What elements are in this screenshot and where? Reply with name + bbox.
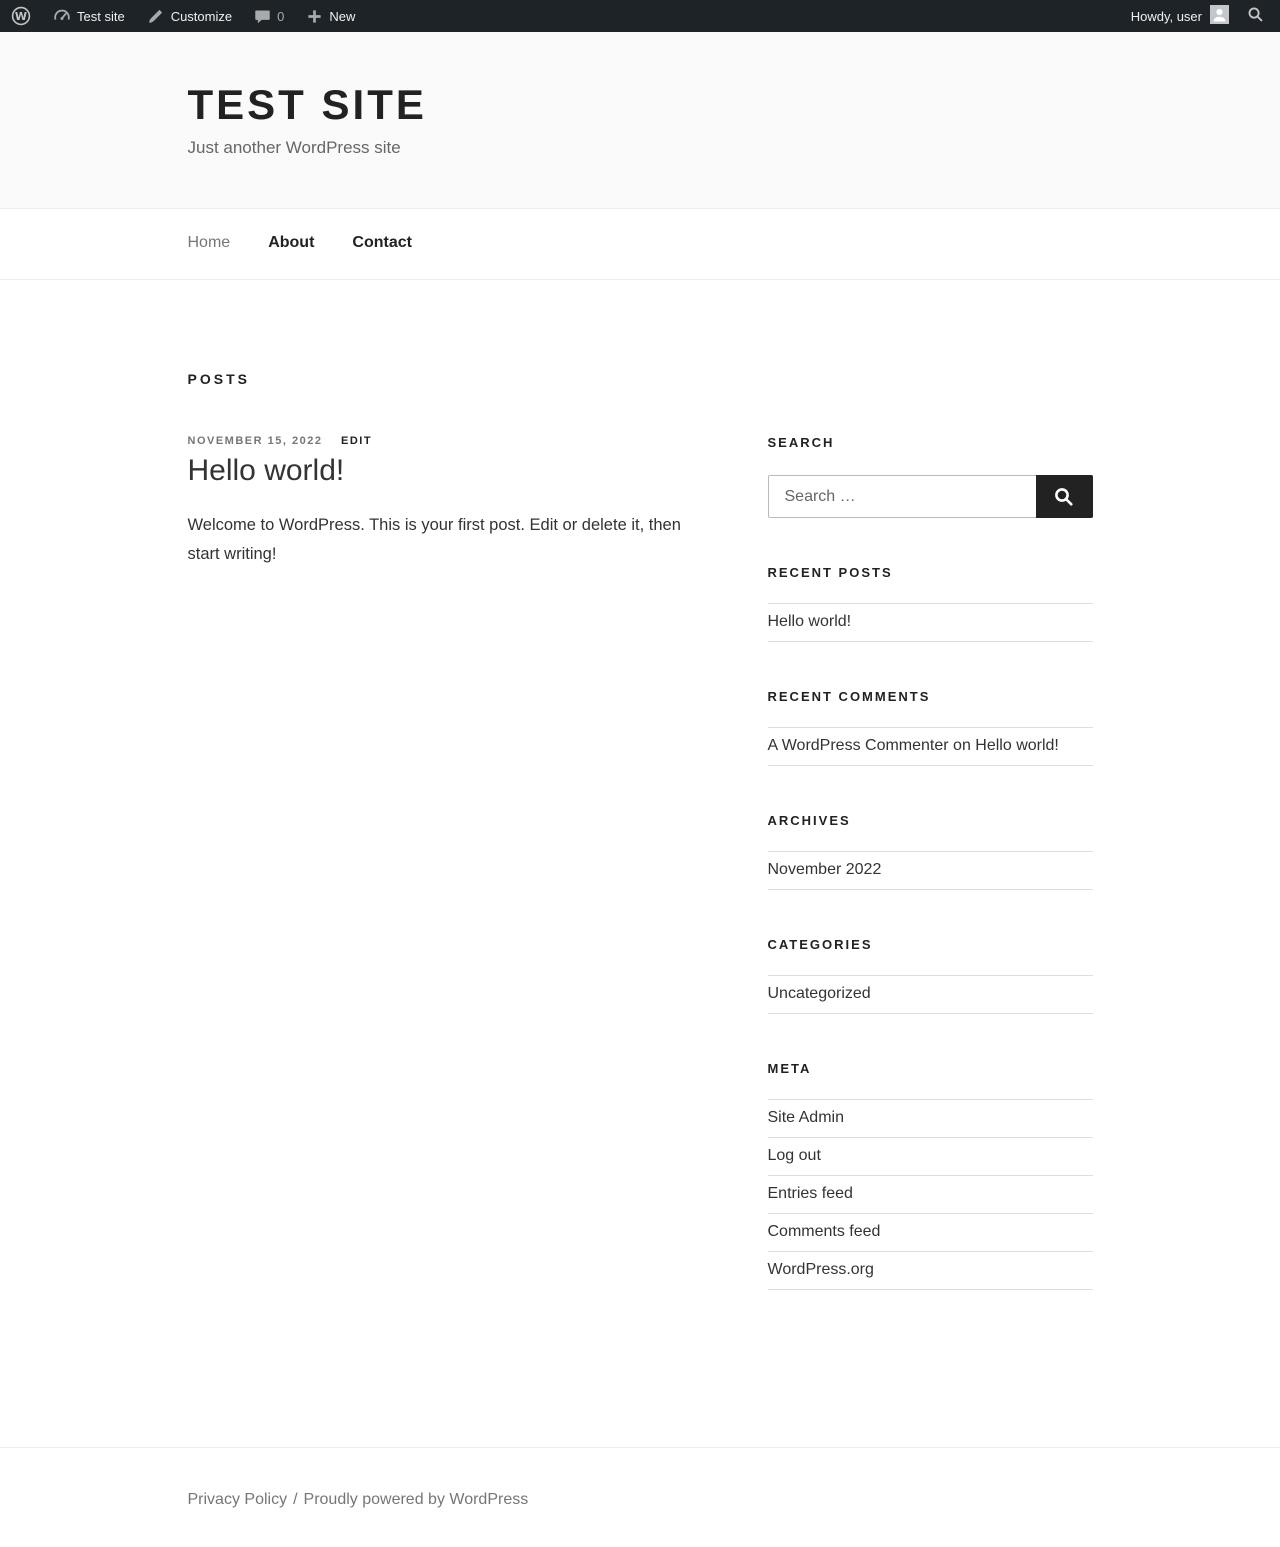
- comments-feed-link[interactable]: Comments feed: [767, 1223, 881, 1241]
- dashboard-gauge-icon: [53, 7, 71, 25]
- comment-bubble-icon: [254, 8, 271, 25]
- sidebar: [768, 435, 1093, 1337]
- search-submit-button[interactable]: [1036, 475, 1093, 518]
- list-item[interactable]: [768, 1176, 1093, 1214]
- comment-connector: on: [948, 737, 976, 755]
- list-item[interactable]: [768, 1138, 1093, 1176]
- categories-list: [768, 975, 1093, 1014]
- admin-bar-customize[interactable]: [136, 0, 243, 32]
- search-form: [768, 475, 1093, 518]
- footer-text: [188, 1491, 1093, 1509]
- site-header: [0, 32, 1280, 208]
- site-tagline: Just another WordPress site: [187, 138, 401, 158]
- admin-bar-site-name[interactable]: [42, 0, 136, 32]
- nav-link-contact[interactable]: Contact: [352, 234, 412, 252]
- site-title[interactable]: TEST SITE: [187, 81, 427, 128]
- post-date-link[interactable]: NOVEMBER 15, 2022: [187, 435, 323, 448]
- howdy-label: Howdy, user: [1130, 8, 1202, 24]
- site-content: [0, 280, 1280, 1447]
- nav-link-home[interactable]: Home: [187, 234, 231, 252]
- admin-bar: [0, 0, 1280, 32]
- archives-list: [768, 851, 1093, 890]
- site-admin-link[interactable]: Site Admin: [767, 1109, 844, 1127]
- post-meta: [188, 435, 701, 447]
- svg-text:W: W: [14, 10, 28, 23]
- admin-bar-left: [0, 0, 366, 32]
- recent-comments-widget: [768, 689, 1093, 766]
- nav-item-home[interactable]: [188, 234, 231, 252]
- log-out-link[interactable]: Log out: [767, 1147, 821, 1165]
- list-item[interactable]: [768, 1252, 1093, 1290]
- paintbrush-icon: [147, 7, 165, 25]
- nav-link-about[interactable]: About: [268, 234, 315, 252]
- powered-by-link[interactable]: Proudly powered by WordPress: [303, 1491, 529, 1509]
- customize-label: Customize: [170, 8, 233, 24]
- recent-comments-list: [768, 727, 1093, 766]
- wordpress-org-link[interactable]: WordPress.org: [767, 1261, 874, 1279]
- archives-widget: [768, 813, 1093, 890]
- archives-title: ARCHIVES: [767, 813, 851, 829]
- admin-search-icon: [1247, 6, 1264, 26]
- comment-author-link[interactable]: A WordPress Commenter: [767, 737, 949, 755]
- site-name-label: Test site: [77, 8, 125, 24]
- recent-comments-title: RECENT COMMENTS: [767, 689, 931, 705]
- list-item[interactable]: [768, 852, 1093, 890]
- nav-menu: [188, 209, 1093, 279]
- footer-separator: /: [293, 1491, 298, 1509]
- meta-title: META: [767, 1061, 812, 1077]
- wordpress-logo-menu[interactable]: [0, 0, 42, 32]
- category-link[interactable]: Uncategorized: [767, 985, 871, 1003]
- post-edit-link[interactable]: EDIT: [341, 435, 373, 448]
- recent-posts-title: RECENT POSTS: [767, 565, 893, 581]
- recent-posts-list: [768, 603, 1093, 642]
- meta-widget: [768, 1061, 1093, 1290]
- post-article: [188, 435, 701, 568]
- admin-bar-new[interactable]: [295, 0, 366, 32]
- list-item[interactable]: [768, 1214, 1093, 1252]
- recent-post-link[interactable]: Hello world!: [767, 613, 852, 631]
- primary-navigation: [0, 208, 1280, 280]
- entries-feed-link[interactable]: Entries feed: [767, 1185, 853, 1203]
- nav-item-contact[interactable]: [352, 234, 412, 252]
- nav-item-about[interactable]: [268, 234, 314, 252]
- wordpress-logo-icon: [11, 6, 31, 26]
- search-widget: [768, 435, 1093, 518]
- archive-link[interactable]: November 2022: [767, 861, 882, 879]
- privacy-policy-link[interactable]: Privacy Policy: [187, 1491, 288, 1509]
- categories-title: CATEGORIES: [767, 937, 873, 953]
- post-title-link[interactable]: Hello world!: [187, 454, 345, 488]
- list-item[interactable]: [768, 1100, 1093, 1138]
- admin-bar-comments[interactable]: [243, 0, 295, 32]
- comment-count: 0: [277, 8, 285, 24]
- admin-bar-right: [1121, 0, 1280, 32]
- plus-icon: [306, 8, 323, 25]
- categories-widget: [768, 937, 1093, 1014]
- new-label: New: [329, 8, 356, 24]
- page-title: POSTS: [187, 371, 250, 388]
- post-body: Welcome to WordPress. This is your first post. Edit or delete it, then start writing!: [187, 516, 681, 563]
- user-avatar: [1210, 5, 1229, 27]
- recent-posts-widget: [768, 565, 1093, 642]
- search-widget-title: SEARCH: [767, 435, 835, 451]
- meta-list: [768, 1099, 1093, 1290]
- main-column: [188, 435, 701, 1337]
- comment-post-link[interactable]: Hello world!: [975, 737, 1059, 755]
- admin-bar-my-account[interactable]: [1121, 0, 1239, 32]
- list-item: [768, 728, 1093, 766]
- list-item[interactable]: [768, 976, 1093, 1014]
- list-item[interactable]: [768, 604, 1093, 642]
- admin-bar-search-button[interactable]: [1239, 0, 1272, 32]
- search-icon: [1053, 486, 1075, 508]
- site-footer: [0, 1447, 1280, 1547]
